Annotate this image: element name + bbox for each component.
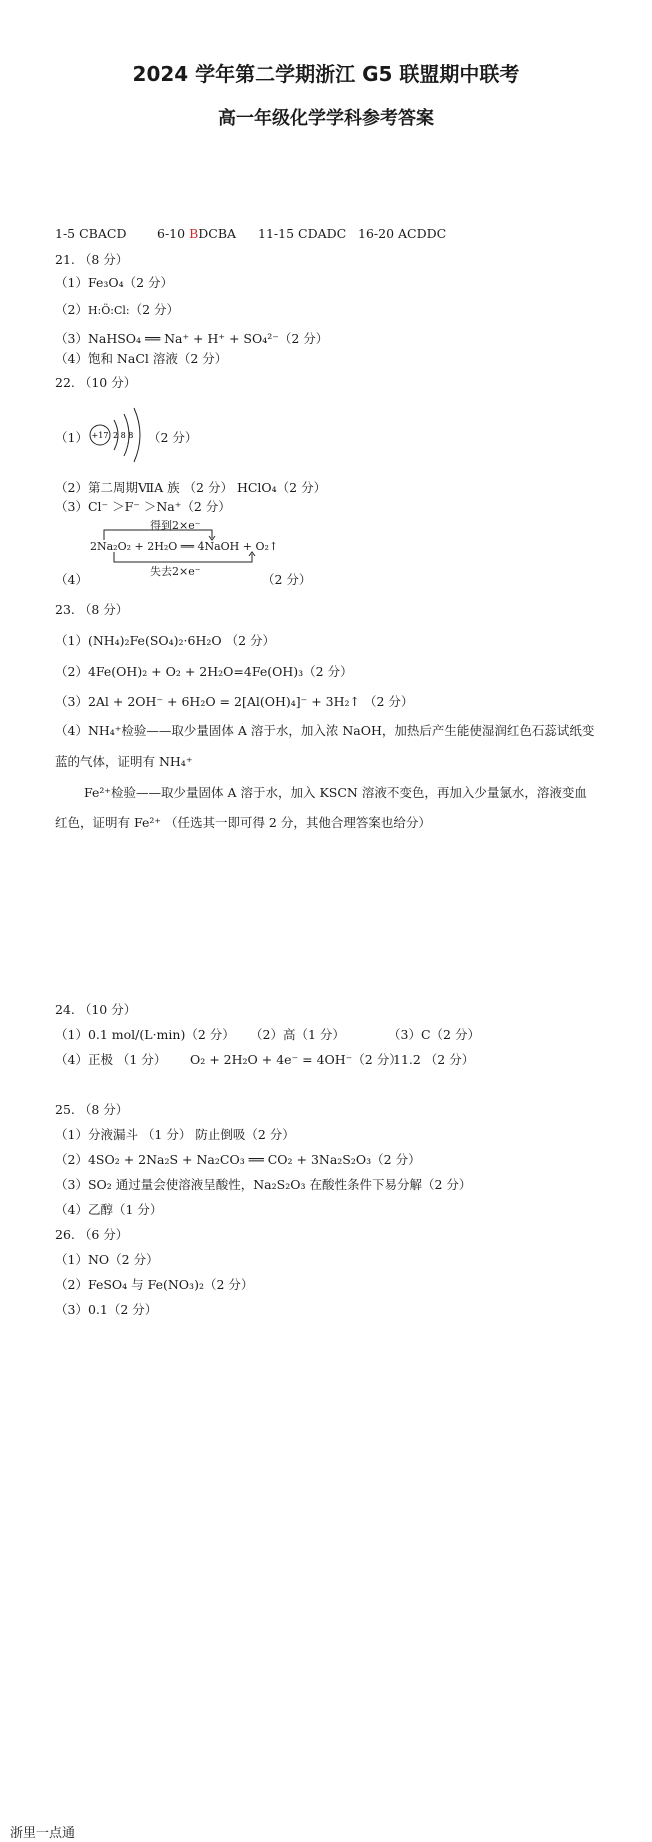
footer-watermark: 浙里一点通 (10, 1826, 76, 1841)
q23-a3: （3）2Al + 2OH⁻ + 6H₂O = 2[Al(OH)₄]⁻ + 3H₂↑ （2 分） (55, 694, 414, 709)
mc-red-letter: B (189, 226, 199, 241)
q21-a4: （4）饱和 NaCl 溶液（2 分） (55, 351, 228, 366)
q23-a4-line4: 红色，证明有 Fe²⁺ （任选其一即可得 2 分，其他合理答案也给分） (55, 815, 431, 830)
q26-a2: （2）FeSO₄ 与 Fe(NO₃)₂（2 分） (55, 1277, 254, 1292)
q24-a4: （4）正极 （1 分） (55, 1052, 167, 1067)
q23-a4-line3: Fe²⁺检验——取少量固体 A 溶于水，加入 KSCN 溶液不变色，再加入少量氯水，溶液变血 (84, 785, 587, 800)
q21-a2 (55, 300, 179, 318)
q24-a5: O₂ + 2H₂O + 4e⁻ = 4OH⁻（2 分） (190, 1052, 402, 1067)
electron-formula: H:Ö:Cl: (87, 304, 130, 317)
page-title: 2024 学年第二学期浙江 G5 联盟期中联考 (132, 62, 520, 86)
q23-a1: （1）(NH₄)₂Fe(SO₄)₂·6H₂O （2 分） (55, 633, 276, 648)
q21-head: 21. （8 分） (55, 252, 129, 267)
mc-answers-11-15: 11-15 CDADC (258, 226, 347, 241)
q22-a3: （3）Cl⁻ ＞F⁻ ＞Na⁺（2 分） (55, 499, 231, 514)
q25-a3: （3）SO₂ 通过量会使溶液呈酸性，Na₂S₂O₃ 在酸性条件下易分解（2 分） (55, 1177, 472, 1192)
q24-a2: （2）高（1 分） (250, 1027, 345, 1042)
q21-a2-score: （2 分） (129, 302, 180, 317)
shell-arc-3 (134, 408, 140, 462)
q21-a3: （3）NaHSO₄ ══ Na⁺ + H⁺ + SO₄²⁻（2 分） (55, 331, 329, 346)
redox-equation: 2Na₂O₂ + 2H₂O ══ 4NaOH + O₂↑ (90, 540, 279, 553)
q26-a1: （1）NO（2 分） (55, 1252, 159, 1267)
mc-answers-6-10 (157, 226, 236, 241)
mc-answers-1-5: 1-5 CBACD (55, 226, 127, 241)
q25-a2: （2）4SO₂ + 2Na₂S + Na₂CO₃ ══ CO₂ + 3Na₂S₂O₃（2 分） (55, 1152, 421, 1167)
q23-head: 23. （8 分） (55, 602, 129, 617)
mc-answers-16-20: 16-20 ACDDC (358, 226, 447, 241)
q23-a4-line2: 蓝的气体，证明有 NH₄⁺ (55, 754, 193, 769)
gain-bracket (104, 530, 212, 540)
q26-a3: （3）0.1（2 分） (55, 1302, 158, 1317)
shell-electrons: 2 8 8 (113, 431, 134, 440)
mc-prefix: 6-10 (157, 226, 190, 241)
nucleus-charge: +17 (91, 431, 109, 440)
q23-a2: （2）4Fe(OH)₂ + O₂ + 2H₂O=4Fe(OH)₃（2 分） (55, 664, 353, 679)
q24-a6: 11.2 （2 分） (393, 1052, 475, 1067)
q26-head: 26. （6 分） (55, 1227, 129, 1242)
q21-a2-label: （2） (55, 302, 88, 317)
lose-bracket (114, 552, 252, 562)
q22-a2: （2）第二周期ⅦA 族 （2 分） HClO₄（2 分） (55, 480, 327, 495)
q22-a1-score: （2 分） (148, 430, 198, 445)
q22-a4-label: （4） (55, 572, 88, 587)
q25-a4: （4）乙醇（1 分） (55, 1202, 163, 1217)
q21-a1: （1）Fe₃O₄（2 分） (55, 275, 174, 290)
atom-structure-diagram (86, 398, 148, 468)
q24-head: 24. （10 分） (55, 1002, 137, 1017)
electron-lose-label: 失去2×e⁻ (150, 565, 201, 578)
q25-a1: （1）分液漏斗 （1 分） 防止倒吸（2 分） (55, 1127, 295, 1142)
q22-a4-score: （2 分） (262, 572, 312, 587)
q24-a1: （1）0.1 mol/(L·min)（2 分） (55, 1027, 235, 1042)
q22-head: 22. （10 分） (55, 375, 137, 390)
mc-rest: DCBA (198, 226, 237, 241)
q24-a3: （3）C（2 分） (388, 1027, 480, 1042)
q22-a1-label: （1） (55, 430, 88, 445)
q25-head: 25. （8 分） (55, 1102, 129, 1117)
electron-gain-label: 得到2×e⁻ (150, 519, 201, 532)
page-subtitle: 高一年级化学学科参考答案 (218, 108, 434, 129)
q23-a4-line1: （4）NH₄⁺检验——取少量固体 A 溶于水，加入浓 NaOH，加热后产生能使湿润红色石蕊试纸变 (55, 723, 595, 738)
